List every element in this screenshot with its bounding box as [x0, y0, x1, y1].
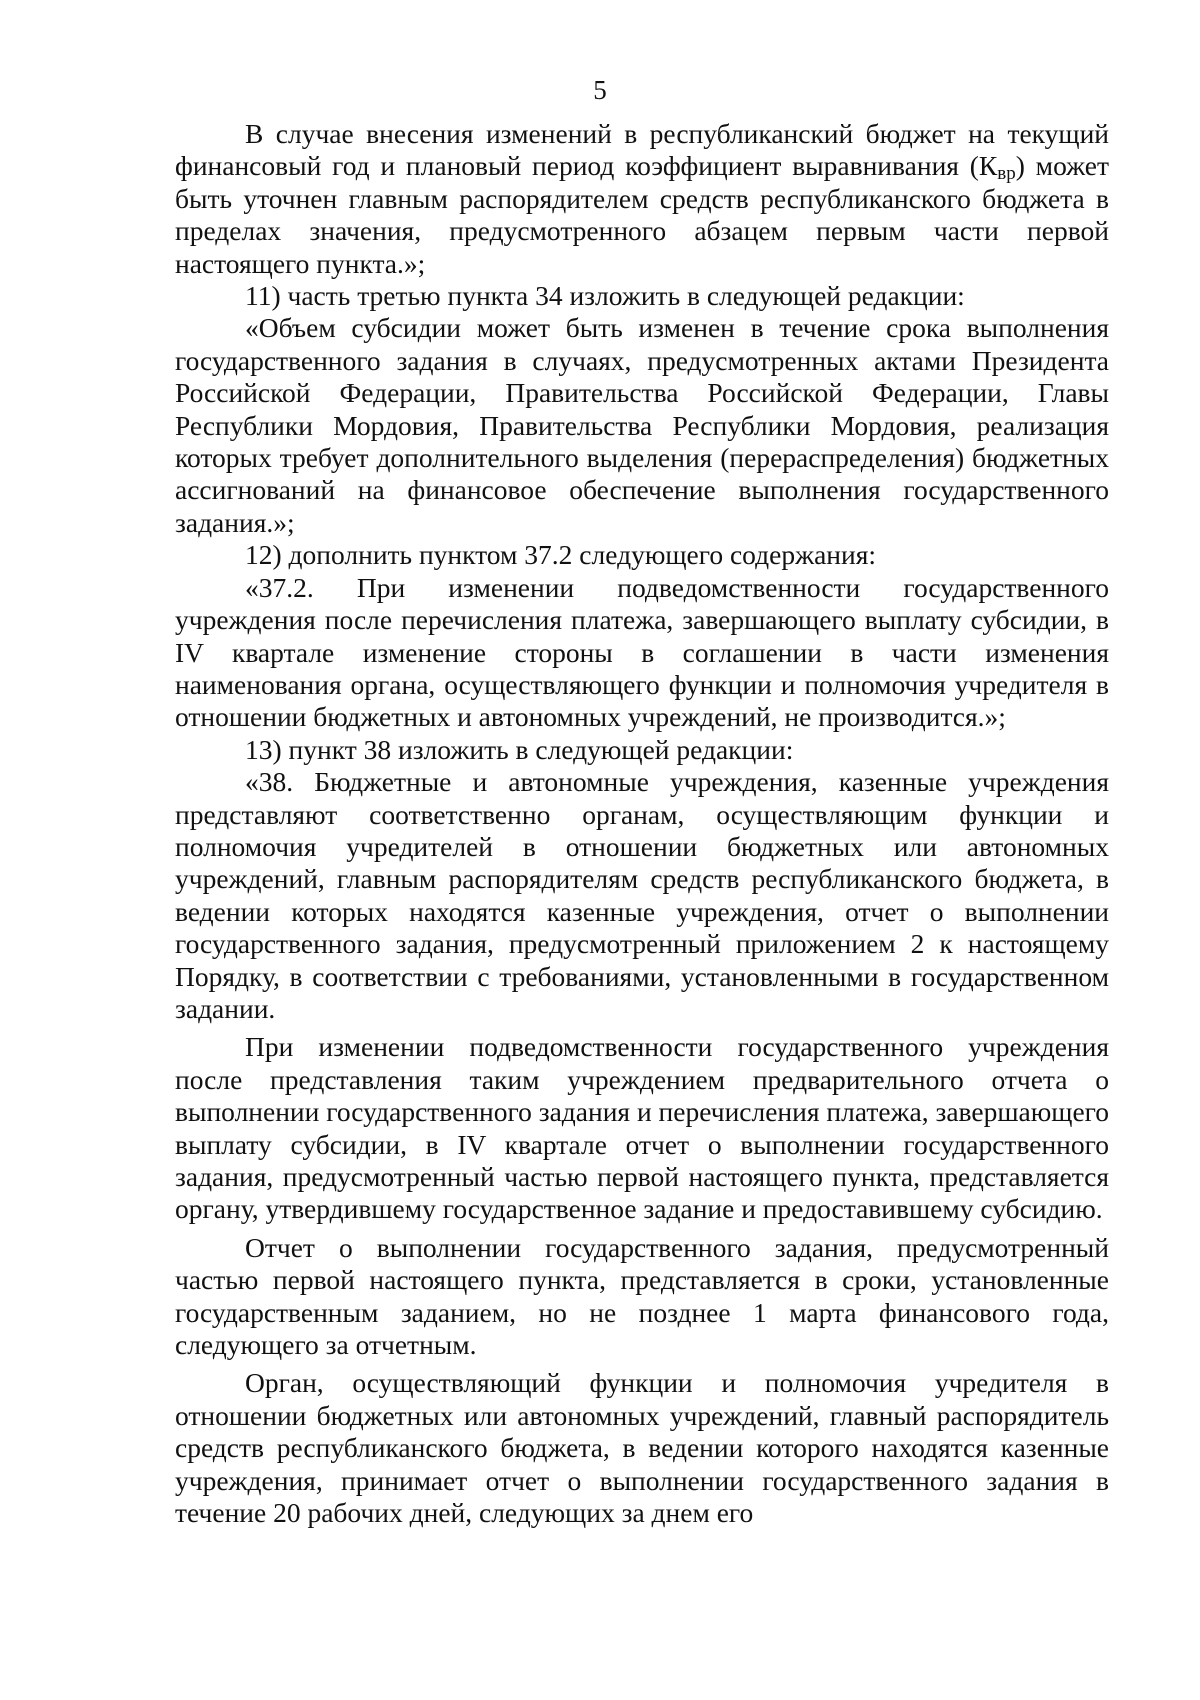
paragraph-text: В случае внесения изменений в республиканский бюджет на текущий финансовый год и плановый период коэффициент выравнивания (К — [175, 118, 1109, 182]
paragraph-subordination-change: При изменении подведомственности государственного учреждения после представления таким учреждением предварительного отчета о выполнении государственного задания и перечисления платежа, завершающего выплату субсидии, в IV квартале отчет о выполнении государственного задания, предусмотренный частью первой настоящего пункта, представляется органу, утвердившему государственное задание и предоставившему субсидию. — [175, 1031, 1109, 1225]
paragraph-text: ) может быть уточнен главным распорядителем средств республиканского бюджета в пределах значения, предусмотренного абзацем первым части первой настоящего пункта.»; — [175, 150, 1109, 279]
coefficient-subscript: вр — [997, 163, 1016, 185]
page-number: 5 — [593, 75, 607, 105]
quoted-point-38: «38. Бюджетные и автономные учреждения, казенные учреждения представляют соответственно органам, осуществляющим функции и полномочия учредителей в отношении бюджетных или автономных учреждений, главным распорядителям средств республиканского бюджета, в ведении которых находятся казенные учреждения, отчет о выполнении государственного задания, предусмотренный приложением 2 к настоящему Порядку, в соответствии с требованиями, установленными в государственном задании. — [175, 766, 1109, 1024]
paragraph-kvr-clarification — [175, 118, 1109, 280]
paragraph-report-deadline: Отчет о выполнении государственного задания, предусмотренный частью первой настоящего пункта, представляется в сроки, установленные государственным заданием, но не позднее 1 марта финансового года, следующего за отчетным. — [175, 1231, 1109, 1361]
amendment-item-13: 13) пункт 38 изложить в следующей редакции: — [245, 733, 794, 765]
paragraph-report-acceptance: Орган, осуществляющий функции и полномочия учредителя в отношении бюджетных или автономных учреждений, главный распорядитель средств республиканского бюджета, в ведении которого находятся казенные учреждения, принимает отчет о выполнении государственного задания в течение 20 рабочих дней, следующих за днем его — [175, 1367, 1109, 1529]
quoted-point-37-2: «37.2. При изменении подведомственности государственного учреждения после перечисления платежа, завершающего выплату субсидии, в IV квартале изменение стороны в соглашении в части изменения наименования органа, осуществляющего функции и полномочия учредителя в отношении бюджетных и автономных учреждений, не производится.»; — [175, 571, 1109, 733]
quoted-subsidy-change: «Объем субсидии может быть изменен в течение срока выполнения государственного задания в случаях, предусмотренных актами Президента Российской Федерации, Правительства Российской Федерации, Главы Республики Мордовия, Правительства Республики Мордовия, реализация которых требует дополнительного выделения (перераспределения) бюджетных ассигнований на финансовое обеспечение выполнения государственного задания.»; — [175, 312, 1109, 538]
document-body — [175, 118, 1109, 1529]
amendment-item-11: 11) часть третью пункта 34 изложить в следующей редакции: — [245, 280, 965, 312]
amendment-item-12: 12) дополнить пунктом 37.2 следующего содержания: — [245, 539, 877, 571]
